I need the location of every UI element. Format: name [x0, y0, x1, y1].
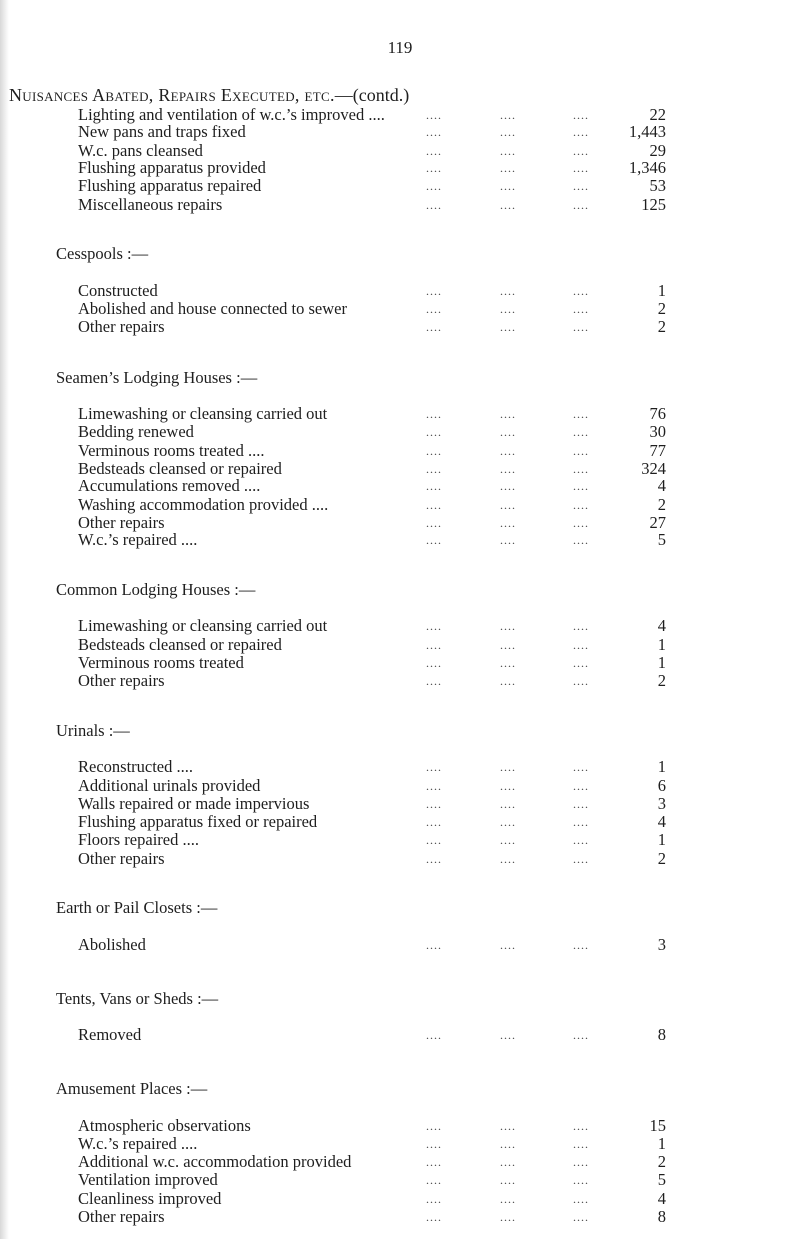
- leader-dots: ....: [500, 797, 516, 811]
- row-value: 324: [641, 459, 666, 478]
- row-label: W.c.’s repaired ....: [78, 530, 198, 549]
- row-value: 1: [657, 830, 666, 849]
- leader-dots: ....: [573, 179, 589, 193]
- row-label: Bedsteads cleansed or repaired: [78, 459, 282, 478]
- row-value: 53: [649, 176, 666, 195]
- row-label: Other repairs: [78, 513, 165, 532]
- row-value: 4: [657, 1189, 666, 1208]
- leader-dots: ....: [573, 125, 589, 139]
- section-heading: Tents, Vans or Sheds :—: [56, 989, 219, 1008]
- row-label: Ventilation improved: [78, 1170, 218, 1189]
- leader-dots: ....: [426, 479, 442, 493]
- leader-dots: ....: [426, 938, 442, 952]
- leader-dots: ....: [426, 425, 442, 439]
- row-label: Flushing apparatus repaired: [78, 176, 262, 195]
- row-value: 4: [657, 476, 666, 495]
- leader-dots: ....: [573, 1210, 589, 1224]
- leader-dots: ....: [573, 638, 589, 652]
- leader-dots: ....: [500, 320, 516, 334]
- leader-dots: ....: [500, 1028, 516, 1042]
- row-value: 1,443: [628, 122, 666, 141]
- row-value: 1: [657, 635, 666, 654]
- leader-dots: ....: [573, 425, 589, 439]
- leader-dots: ....: [500, 516, 516, 530]
- leader-dots: ....: [500, 462, 516, 476]
- row-value: 4: [657, 616, 666, 635]
- leader-dots: ....: [573, 1028, 589, 1042]
- section-heading: Earth or Pail Closets :—: [56, 898, 218, 917]
- table-row: [78, 653, 666, 673]
- leader-dots: ....: [573, 852, 589, 866]
- leader-dots: ....: [426, 815, 442, 829]
- row-value: 8: [657, 1207, 666, 1226]
- row-value: 2: [657, 849, 666, 868]
- leader-dots: ....: [500, 444, 516, 458]
- leader-dots: ....: [500, 619, 516, 633]
- table-row: [78, 671, 666, 691]
- row-value: 1: [657, 1134, 666, 1153]
- leader-dots: ....: [426, 1137, 442, 1151]
- row-value: 2: [657, 495, 666, 514]
- leader-dots: ....: [426, 302, 442, 316]
- leader-dots: ....: [500, 108, 516, 122]
- leader-dots: ....: [573, 144, 589, 158]
- leader-dots: ....: [426, 619, 442, 633]
- table-row: [78, 1170, 666, 1190]
- row-label: New pans and traps fixed: [78, 122, 246, 141]
- leader-dots: ....: [500, 674, 516, 688]
- row-value: 1: [657, 757, 666, 776]
- table-row: [78, 404, 666, 424]
- leader-dots: ....: [500, 760, 516, 774]
- row-value: 2: [657, 671, 666, 690]
- table-row: [78, 530, 666, 550]
- table-row: [78, 281, 666, 301]
- row-label: Bedding renewed: [78, 422, 194, 441]
- table-row: [78, 616, 666, 636]
- leader-dots: ....: [500, 852, 516, 866]
- leader-dots: ....: [426, 284, 442, 298]
- table-row: [78, 1116, 666, 1136]
- row-label: Accumulations removed ....: [78, 476, 261, 495]
- leader-dots: ....: [573, 479, 589, 493]
- row-value: 15: [649, 1116, 666, 1135]
- leader-dots: ....: [426, 125, 442, 139]
- leader-dots: ....: [426, 674, 442, 688]
- table-row: [78, 849, 666, 869]
- table-row: [78, 495, 666, 515]
- table-row: [78, 122, 666, 142]
- table-row: [78, 776, 666, 796]
- row-label: Reconstructed ....: [78, 757, 194, 776]
- leader-dots: ....: [573, 462, 589, 476]
- table-row: [78, 1189, 666, 1209]
- leader-dots: ....: [426, 1173, 442, 1187]
- leader-dots: ....: [426, 1155, 442, 1169]
- leader-dots: ....: [426, 1028, 442, 1042]
- leader-dots: ....: [426, 656, 442, 670]
- table-row: [78, 1207, 666, 1227]
- leader-dots: ....: [426, 1192, 442, 1206]
- leader-dots: ....: [500, 656, 516, 670]
- heading-title: Nuisances Abated, Repairs Executed, etc.: [9, 85, 335, 105]
- row-value: 2: [657, 317, 666, 336]
- row-label: Washing accommodation provided ....: [78, 495, 329, 514]
- row-label: Miscellaneous repairs: [78, 195, 223, 214]
- leader-dots: ....: [426, 179, 442, 193]
- leader-dots: ....: [500, 1137, 516, 1151]
- row-label: Abolished: [78, 935, 146, 954]
- leader-dots: ....: [573, 938, 589, 952]
- leader-dots: ....: [573, 161, 589, 175]
- leader-dots: ....: [573, 320, 589, 334]
- table-row: [78, 195, 666, 215]
- row-value: 1,346: [628, 158, 666, 177]
- leader-dots: ....: [500, 144, 516, 158]
- row-label: Removed: [78, 1025, 142, 1044]
- heading-suffix: —(contd.): [334, 85, 410, 105]
- leader-dots: ....: [500, 779, 516, 793]
- row-label: Abolished and house connected to sewer: [78, 299, 347, 318]
- row-label: Cleanliness improved: [78, 1189, 222, 1208]
- leader-dots: ....: [573, 815, 589, 829]
- leader-dots: ....: [426, 1210, 442, 1224]
- table-row: [78, 158, 666, 178]
- row-label: Additional urinals provided: [78, 776, 261, 795]
- row-label: Other repairs: [78, 849, 165, 868]
- row-label: Verminous rooms treated ....: [78, 441, 265, 460]
- section-heading: Seamen’s Lodging Houses :—: [56, 368, 258, 387]
- row-label: Bedsteads cleansed or repaired: [78, 635, 282, 654]
- row-label: Flushing apparatus provided: [78, 158, 266, 177]
- row-label: Other repairs: [78, 317, 165, 336]
- row-value: 77: [649, 441, 666, 460]
- table-row: [78, 635, 666, 655]
- row-label: Other repairs: [78, 1207, 165, 1226]
- table-row: [78, 476, 666, 496]
- leader-dots: ....: [426, 1119, 442, 1133]
- leader-dots: ....: [573, 1192, 589, 1206]
- leader-dots: ....: [500, 479, 516, 493]
- leader-dots: ....: [500, 498, 516, 512]
- leader-dots: ....: [573, 302, 589, 316]
- section-heading: Cesspools :—: [56, 244, 149, 263]
- row-label: Verminous rooms treated: [78, 653, 244, 672]
- leader-dots: ....: [573, 407, 589, 421]
- leader-dots: ....: [573, 779, 589, 793]
- section-heading: Amusement Places :—: [56, 1079, 208, 1098]
- row-value: 1: [657, 281, 666, 300]
- row-label: Lighting and ventilation of w.c.’s improved ....: [78, 105, 385, 124]
- leader-dots: ....: [500, 125, 516, 139]
- leader-dots: ....: [426, 144, 442, 158]
- page-heading: [9, 85, 409, 106]
- leader-dots: ....: [426, 407, 442, 421]
- leader-dots: ....: [500, 833, 516, 847]
- leader-dots: ....: [426, 108, 442, 122]
- row-label: W.c. pans cleansed: [78, 141, 203, 160]
- leader-dots: ....: [573, 1173, 589, 1187]
- leader-dots: ....: [500, 1210, 516, 1224]
- page-number: 119: [387, 38, 413, 57]
- leader-dots: ....: [426, 462, 442, 476]
- row-value: 22: [649, 105, 666, 124]
- row-label: W.c.’s repaired ....: [78, 1134, 198, 1153]
- row-value: 1: [657, 653, 666, 672]
- table-row: [78, 441, 666, 461]
- leader-dots: ....: [500, 407, 516, 421]
- leader-dots: ....: [500, 179, 516, 193]
- row-value: 125: [641, 195, 666, 214]
- scan-shadow-edge: [0, 0, 9, 1239]
- leader-dots: ....: [426, 516, 442, 530]
- leader-dots: ....: [573, 760, 589, 774]
- leader-dots: ....: [500, 1173, 516, 1187]
- leader-dots: ....: [500, 284, 516, 298]
- leader-dots: ....: [426, 533, 442, 547]
- table-row: [78, 176, 666, 196]
- row-label: Limewashing or cleansing carried out: [78, 616, 328, 635]
- table-row: [78, 794, 666, 814]
- leader-dots: ....: [426, 833, 442, 847]
- row-value: 76: [649, 404, 666, 423]
- leader-dots: ....: [573, 656, 589, 670]
- table-row: [78, 1134, 666, 1154]
- leader-dots: ....: [500, 938, 516, 952]
- row-value: 30: [649, 422, 666, 441]
- leader-dots: ....: [500, 815, 516, 829]
- leader-dots: ....: [573, 797, 589, 811]
- leader-dots: ....: [500, 302, 516, 316]
- row-label: Floors repaired ....: [78, 830, 199, 849]
- leader-dots: ....: [573, 444, 589, 458]
- row-value: 6: [657, 776, 666, 795]
- leader-dots: ....: [573, 1155, 589, 1169]
- row-label: Atmospheric observations: [78, 1116, 251, 1135]
- row-label: Constructed: [78, 281, 158, 300]
- table-row: [78, 935, 666, 955]
- row-value: 29: [649, 141, 666, 160]
- table-row: [78, 1025, 666, 1045]
- leader-dots: ....: [426, 198, 442, 212]
- table-row: [78, 317, 666, 337]
- table-row: [78, 422, 666, 442]
- leader-dots: ....: [426, 161, 442, 175]
- leader-dots: ....: [500, 1192, 516, 1206]
- leader-dots: ....: [426, 797, 442, 811]
- row-value: 5: [657, 530, 666, 549]
- leader-dots: ....: [426, 760, 442, 774]
- leader-dots: ....: [500, 1155, 516, 1169]
- row-value: 3: [657, 935, 666, 954]
- row-value: 2: [657, 1152, 666, 1171]
- table-row: [78, 1152, 666, 1172]
- table-row: [78, 830, 666, 850]
- leader-dots: ....: [573, 198, 589, 212]
- leader-dots: ....: [500, 161, 516, 175]
- row-value: 5: [657, 1170, 666, 1189]
- leader-dots: ....: [573, 284, 589, 298]
- leader-dots: ....: [500, 425, 516, 439]
- row-label: Walls repaired or made impervious: [78, 794, 310, 813]
- leader-dots: ....: [426, 444, 442, 458]
- table-row: [78, 757, 666, 777]
- leader-dots: ....: [573, 516, 589, 530]
- row-label: Additional w.c. accommodation provided: [78, 1152, 352, 1171]
- table-row: [78, 299, 666, 319]
- leader-dots: ....: [500, 1119, 516, 1133]
- leader-dots: ....: [426, 852, 442, 866]
- row-label: Flushing apparatus fixed or repaired: [78, 812, 318, 831]
- leader-dots: ....: [573, 674, 589, 688]
- leader-dots: ....: [426, 498, 442, 512]
- leader-dots: ....: [500, 533, 516, 547]
- leader-dots: ....: [426, 320, 442, 334]
- row-label: Other repairs: [78, 671, 165, 690]
- leader-dots: ....: [573, 498, 589, 512]
- leader-dots: ....: [500, 638, 516, 652]
- row-value: 4: [657, 812, 666, 831]
- table-row: [78, 812, 666, 832]
- row-value: 27: [649, 513, 666, 532]
- leader-dots: ....: [573, 533, 589, 547]
- leader-dots: ....: [573, 619, 589, 633]
- leader-dots: ....: [426, 779, 442, 793]
- row-value: 8: [657, 1025, 666, 1044]
- section-heading: Common Lodging Houses :—: [56, 580, 256, 599]
- leader-dots: ....: [573, 108, 589, 122]
- leader-dots: ....: [573, 1137, 589, 1151]
- leader-dots: ....: [573, 833, 589, 847]
- leader-dots: ....: [573, 1119, 589, 1133]
- section-heading: Urinals :—: [56, 721, 130, 740]
- row-value: 2: [657, 299, 666, 318]
- leader-dots: ....: [426, 638, 442, 652]
- row-value: 3: [657, 794, 666, 813]
- row-label: Limewashing or cleansing carried out: [78, 404, 328, 423]
- leader-dots: ....: [500, 198, 516, 212]
